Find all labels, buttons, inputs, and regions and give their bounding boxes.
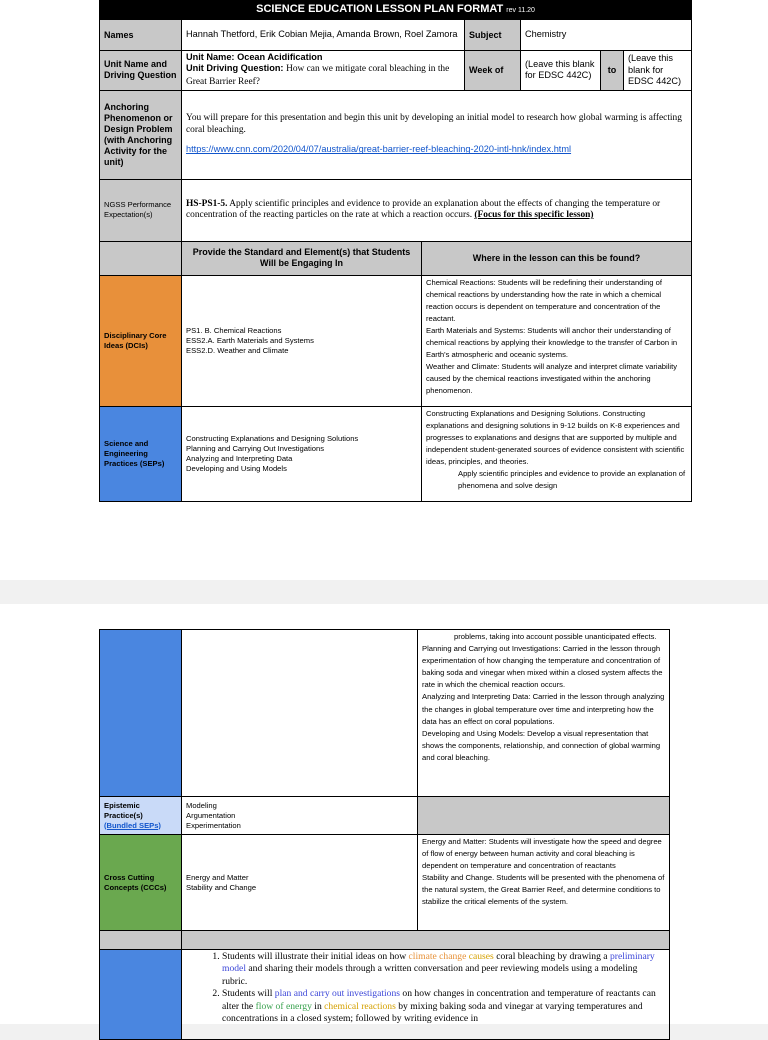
to-label: to xyxy=(601,51,624,91)
anchoring-value xyxy=(182,90,692,179)
dci-where-item: Weather and Climate: Students will analyze and interpret climate variability caused by the chemical reactions investigated within the anchoring phenomenon. xyxy=(426,362,677,396)
sep-where-text: Constructing Explanations and Designing Solutions. Constructing explanations and designing solutions in 9-12 builds on K-8 experiences and progresses to explanations and designs that are supported by multiple and independent student-generated sources of evidence consistent with scientific ideas, principles, and theories. xyxy=(426,408,685,466)
epistemic-item: Experimentation xyxy=(186,820,241,830)
unit-name-label: Unit Name: xyxy=(186,52,235,62)
dci-standard-item: ESS2.A. Earth Materials and Systems xyxy=(186,335,314,345)
page-2 xyxy=(0,604,768,1024)
column-header-blank xyxy=(100,241,182,275)
lesson-plan-table-page-1 xyxy=(99,0,692,502)
epistemic-label xyxy=(100,797,182,835)
objectives-list xyxy=(182,950,670,1040)
ngss-value xyxy=(182,179,692,241)
dci-standard-item: PS1. B. Chemical Reactions xyxy=(186,325,282,335)
anchoring-text: You will prepare for this presentation and begin this unit by developing an initial model to research how global warming is affecting coral bleaching. xyxy=(186,113,682,135)
objective-item: 1. Students will illustrate their initial ideas on how climate change causes coral bleaching by drawing a preliminary model and sharing their models through a written conversation and peer reviewing models using a modeling rubric. xyxy=(222,951,665,988)
driving-question-label: Unit Driving Question: xyxy=(186,63,284,74)
week-label: Week of xyxy=(465,51,521,91)
ccc-standard-item: Energy and Matter xyxy=(186,872,249,882)
anchoring-label: Anchoring Phenomenon or Design Problem (with Anchoring Activity for the unit) xyxy=(100,90,182,179)
dci-where-item: Chemical Reactions: Students will be redefining their understanding of chemical reactions by understanding how the rate in which a chemical reaction occurs is dependent on temperature and concentration of the reactant. xyxy=(426,277,662,323)
unit-value xyxy=(182,51,465,91)
ngss-label: NGSS Performance Expectation(s) xyxy=(100,179,182,241)
driving-question-value: How can we mitigate coral bleaching in the Great Barrier Reef? xyxy=(186,64,450,87)
sep-standards-continued xyxy=(182,630,418,797)
epistemic-where xyxy=(418,797,670,835)
sep-where-item: Developing and Using Models: Develop a visual representation that shows the components, relationship, and connection of global warming and coral bleaching. xyxy=(422,728,661,762)
column-header-where: Where in the lesson can this be found? xyxy=(422,241,692,275)
subject-label: Subject xyxy=(465,20,521,51)
sep-where-item: Analyzing and Interpreting Data: Carried in the lesson through analyzing the changes in global temperature over time and interpreting how the data has an effect on coral populations. xyxy=(422,692,665,726)
sep-where-continued xyxy=(418,630,670,797)
ngss-code: HS-PS1-5. xyxy=(186,198,228,209)
dci-where xyxy=(422,275,692,406)
objectives-label xyxy=(100,950,182,1040)
unit-name-value: Ocean Acidification xyxy=(237,52,323,62)
dci-standard-item: ESS2.D. Weather and Climate xyxy=(186,345,289,355)
anchoring-link[interactable]: https://www.cnn.com/2020/04/07/australia/great-barrier-reef-bleaching-2020-intl-hnk/index.html xyxy=(186,144,572,155)
to-value: (Leave this blank for EDSC 442C) xyxy=(624,51,692,91)
ccc-where-item: Stability and Change. Students will be presented with the phenomena of the natural system, the Great Barrier Reef, and determine conditions to stabilize the critical elements of the system. xyxy=(422,873,665,907)
sep-where-indent: problems, taking into account possible unanticipated effects. xyxy=(454,632,657,641)
ccc-standards xyxy=(182,835,418,931)
sep-standard-item: Constructing Explanations and Designing Solutions xyxy=(186,433,359,443)
dci-label: Disciplinary Core Ideas (DCIs) xyxy=(100,275,182,406)
column-header-standard: Provide the Standard and Element(s) that Students Will be Engaging In xyxy=(182,241,422,275)
dci-where-item: Earth Materials and Systems: Students will anchor their understanding of chemical reactions by applying their knowledge to the transfer of Carbon in Earth's atmospheric and oceanic systems. xyxy=(426,325,678,360)
objectives-spacer xyxy=(182,931,670,950)
objective-item: 2. Students will plan and carry out investigations on how changes in concentration and temperature of reactants can alter the flow of energy in chemical reactions by mixing baking soda and vinegar at varying temperatures and concentrations in a closed system; followed by writing evidence in xyxy=(222,988,665,1025)
sep-standard-item: Analyzing and Interpreting Data xyxy=(186,453,293,463)
ccc-standard-item: Stability and Change xyxy=(186,882,257,892)
epistemic-label-text: Epistemic Practice(s) xyxy=(104,800,143,820)
week-value: (Leave this blank for EDSC 442C) xyxy=(521,51,601,91)
objectives-spacer-label xyxy=(100,931,182,950)
unit-label: Unit Name and Driving Question xyxy=(100,51,182,91)
epistemic-items xyxy=(182,797,418,835)
sep-where xyxy=(422,406,692,501)
dci-standards xyxy=(182,275,422,406)
ccc-where xyxy=(418,835,670,931)
ccc-label: Cross Cutting Concepts (CCCs) xyxy=(100,835,182,931)
names-label: Names xyxy=(100,20,182,51)
sep-standards xyxy=(182,406,422,501)
lesson-plan-header xyxy=(100,1,692,20)
epistemic-item: Modeling xyxy=(186,800,217,810)
sep-where-indent: Apply scientific principles and evidence to provide an explanation of phenomena and solve design xyxy=(458,469,686,491)
sep-where-item: Planning and Carrying out Investigations: Carried in the lesson through experimentation of how changing the temperature and concentration of baking soda and vinegar when mixed within a closed system affects the rate in which the chemical reaction occurs. xyxy=(422,644,663,690)
sep-standard-item: Planning and Carrying Out Investigations xyxy=(186,443,325,453)
header-revision: rev 11.20 xyxy=(506,6,535,14)
subject-value: Chemistry xyxy=(521,20,692,51)
bundled-seps-link[interactable]: (Bundled SEPs) xyxy=(104,820,161,830)
ngss-text: Apply scientific principles and evidence to provide an explanation about the effects of changing the temperature or concentration of the reacting particles on the rate at which a reaction occurs. xyxy=(186,198,661,221)
ccc-where-item: Energy and Matter: Students will investigate how the speed and degree of flow of energy between human activity and coral bleaching is dependent on temperature and concentration of reactants xyxy=(422,837,662,871)
header-title: SCIENCE EDUCATION LESSON PLAN FORMAT xyxy=(256,2,504,15)
epistemic-item: Argumentation xyxy=(186,810,236,820)
sep-standard-item: Developing and Using Models xyxy=(186,463,287,473)
lesson-plan-table-page-2 xyxy=(99,629,670,1040)
sep-label: Science and Engineering Practices (SEPs) xyxy=(100,406,182,501)
ngss-focus: (Focus for this specific lesson) xyxy=(474,210,594,221)
sep-label-continued xyxy=(100,630,182,797)
names-value: Hannah Thetford, Erik Cobian Mejia, Amanda Brown, Roel Zamora xyxy=(182,20,465,51)
